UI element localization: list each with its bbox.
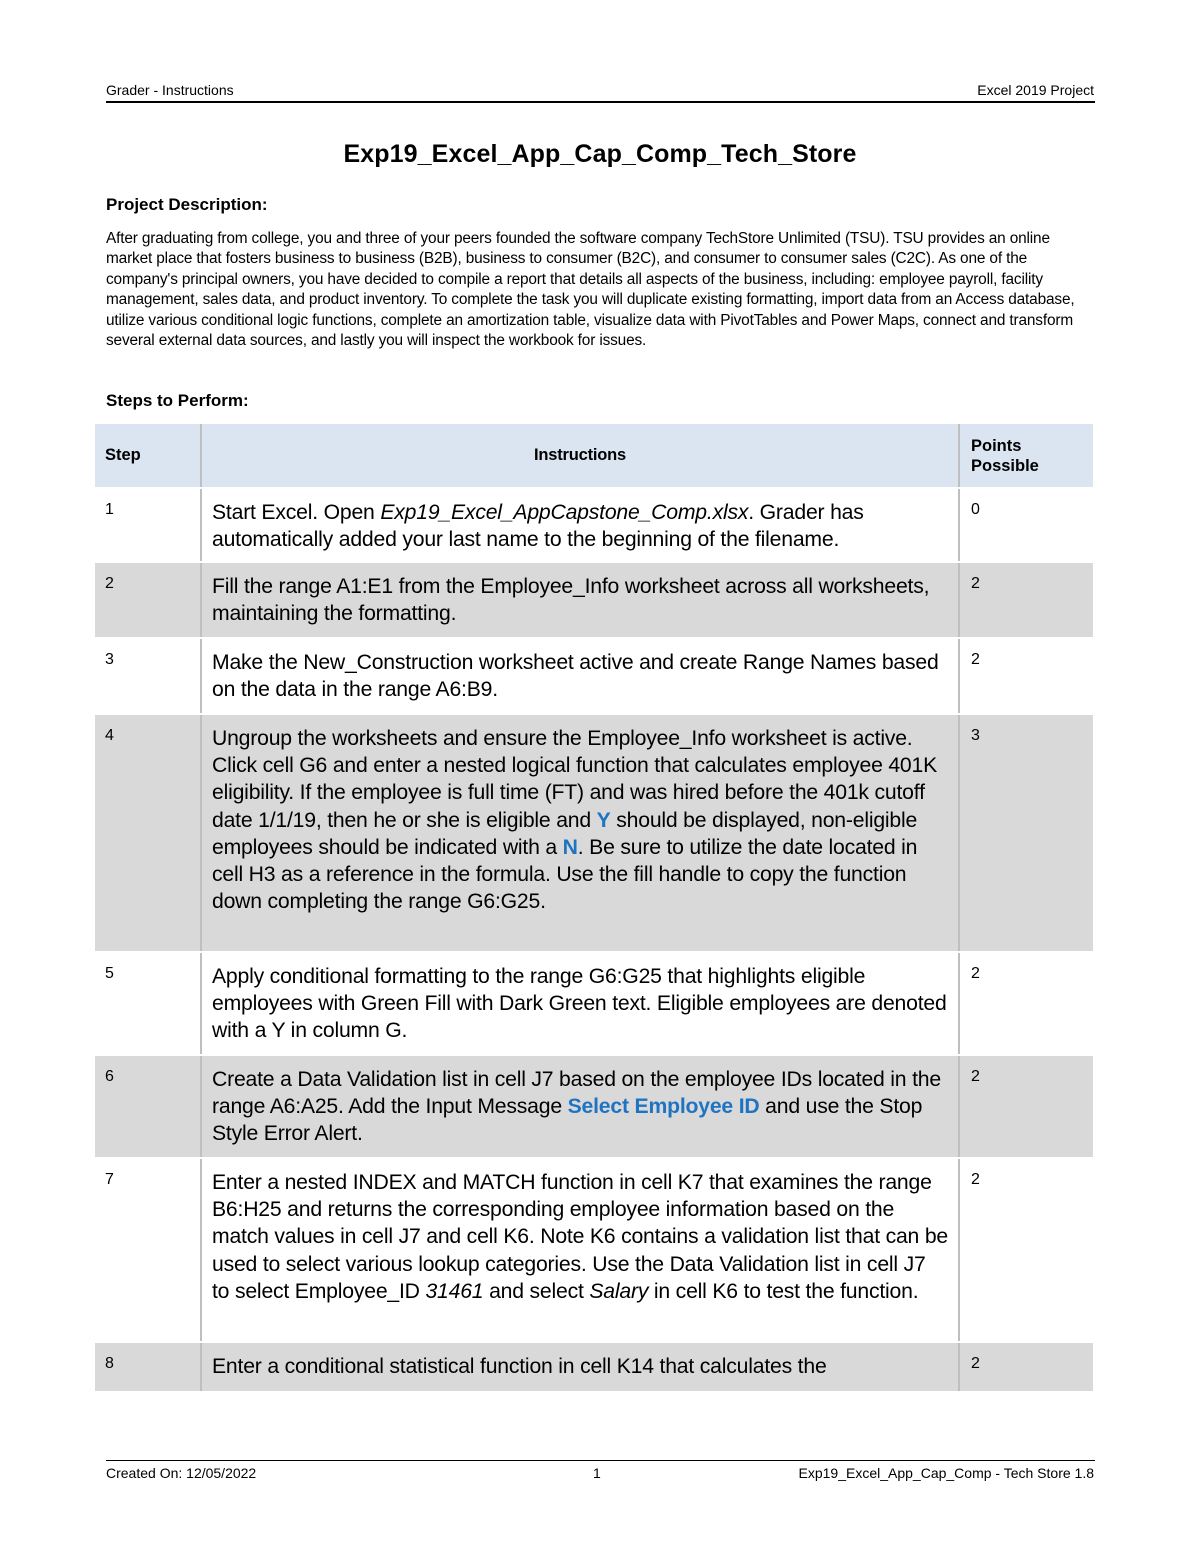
steps-table (95, 424, 1093, 1391)
instruction-text: Apply conditional formatting to the range G6:G25 that highlights eligible employees with Green Fill with Dark Green text. Eligible employees are denoted with a Y in column G. (212, 965, 947, 1043)
instruction-text: and use the Stop Style Error Alert. (212, 1095, 923, 1146)
table-row (95, 563, 1093, 637)
page-footer (106, 1465, 1094, 1485)
step-points: 2 (971, 1068, 980, 1085)
instruction-text: Start Excel. Open (212, 501, 381, 524)
instruction-text: Enter a conditional statistical function in cell K14 that calculates the (212, 1355, 827, 1378)
highlighted-text: N (562, 835, 578, 859)
table-row (95, 1159, 1093, 1341)
header-instructions: Instructions (200, 424, 960, 487)
step-points: 2 (971, 965, 980, 982)
instruction-text: Make the New_Construction worksheet active and create Range Names based on the data in the range A6:B9. (212, 651, 939, 702)
header-right: Excel 2019 Project (977, 82, 1094, 98)
step-number: 3 (105, 651, 114, 668)
step-instructions (200, 1343, 960, 1391)
italic-text: Salary (589, 1279, 649, 1303)
header-left: Grader - Instructions (106, 82, 234, 98)
table-row (95, 1056, 1093, 1157)
step-instructions (200, 489, 960, 561)
step-number: 4 (105, 727, 114, 744)
highlighted-text: Select Employee ID (567, 1095, 760, 1119)
project-description: After graduating from college, you and three of your peers founded the software company TechStore Unlimited (TSU). TSU provides an online market place that fosters business to business (B2B), business to consumer (B2C), and consumer to consumer sales (C2C). As one of the company's principal owners, you have decided to compile a report that details all aspects of the business, including: employee payroll, facility management, sales data, and product inventory. To complete the task you will duplicate existing formatting, import data from an Access database, utilize various conditional logic functions, complete an amortization table, visualize data with PivotTables and Power Maps, connect and transform several external data sources, and lastly you will inspect the workbook for issues. (106, 230, 1075, 350)
table-row (95, 1343, 1093, 1391)
instruction-text: . Grader has automatically added your last name to the beginning of the filename. (212, 501, 864, 552)
step-points: 3 (971, 727, 980, 744)
step-number: 8 (105, 1355, 114, 1372)
footer-rule (106, 1460, 1095, 1461)
steps-heading: Steps to Perform: (106, 391, 249, 410)
step-instructions (200, 1159, 960, 1341)
instruction-text: in cell K6 to test the function. (648, 1279, 919, 1303)
step-number: 6 (105, 1068, 114, 1085)
table-header-row (95, 424, 1093, 487)
instruction-text: Ungroup the worksheets and ensure the Employee_Info worksheet is active. Click cell G6 and enter a nested logical function that calculates employee 401K eligibility. If the employee is full time (FT) and was hired before the 401k cutoff date 1/1/19, then he or she is eligible and (212, 727, 938, 832)
header-rule (106, 101, 1095, 103)
table-row (95, 715, 1093, 951)
instruction-text: . Be sure to utilize the date located in cell H3 as a reference in the formula. Use the fill handle to copy the function down completing the range G6:G25. (212, 835, 918, 914)
italic-text: 31461 (425, 1279, 484, 1303)
table-row (95, 953, 1093, 1054)
highlighted-text: Y (596, 808, 611, 832)
header-step: Step (105, 446, 141, 464)
instruction-text: Fill the range A1:E1 from the Employee_Info worksheet across all worksheets, maintaining the formatting. (212, 575, 930, 626)
project-description-heading: Project Description: (106, 195, 268, 214)
step-number: 2 (105, 575, 114, 592)
step-number: 1 (105, 501, 114, 518)
instruction-text: and select (483, 1279, 590, 1303)
header-points: Points Possible (971, 437, 1039, 475)
step-number: 7 (105, 1171, 114, 1188)
instruction-text: should be displayed, non-eligible employees should be indicated with a (212, 808, 918, 859)
document-title: Exp19_Excel_App_Cap_Comp_Tech_Store (343, 140, 857, 168)
page-number: 1 (593, 1465, 601, 1481)
footer-created: Created On: 12/05/2022 (106, 1465, 257, 1481)
step-instructions (200, 1056, 960, 1157)
step-number: 5 (105, 965, 114, 982)
step-instructions (200, 953, 960, 1054)
table-row (95, 489, 1093, 561)
step-points: 2 (971, 1171, 980, 1188)
step-points: 2 (971, 575, 980, 592)
page-header (106, 82, 1094, 102)
footer-doc-id: Exp19_Excel_App_Cap_Comp - Tech Store 1.8 (798, 1465, 1094, 1481)
italic-text: Exp19_Excel_AppCapstone_Comp.xlsx (380, 501, 749, 524)
step-instructions (200, 639, 960, 713)
step-points: 0 (971, 501, 980, 518)
step-instructions (200, 715, 960, 951)
step-instructions (200, 563, 960, 637)
step-points: 2 (971, 651, 980, 668)
instruction-text: Create a Data Validation list in cell J7 based on the employee IDs located in the range A6:A25. Add the Input Message (212, 1068, 941, 1119)
instruction-text: Enter a nested INDEX and MATCH function in cell K7 that examines the range B6:H25 and returns the corresponding employee information based on the match values in cell J7 and cell K6. Note K6 contains a validation list that can be used to select various lookup categories. Use the Data Validation list in cell J7 to select Employee_ID (212, 1171, 948, 1303)
step-points: 2 (971, 1355, 980, 1372)
table-row (95, 639, 1093, 713)
